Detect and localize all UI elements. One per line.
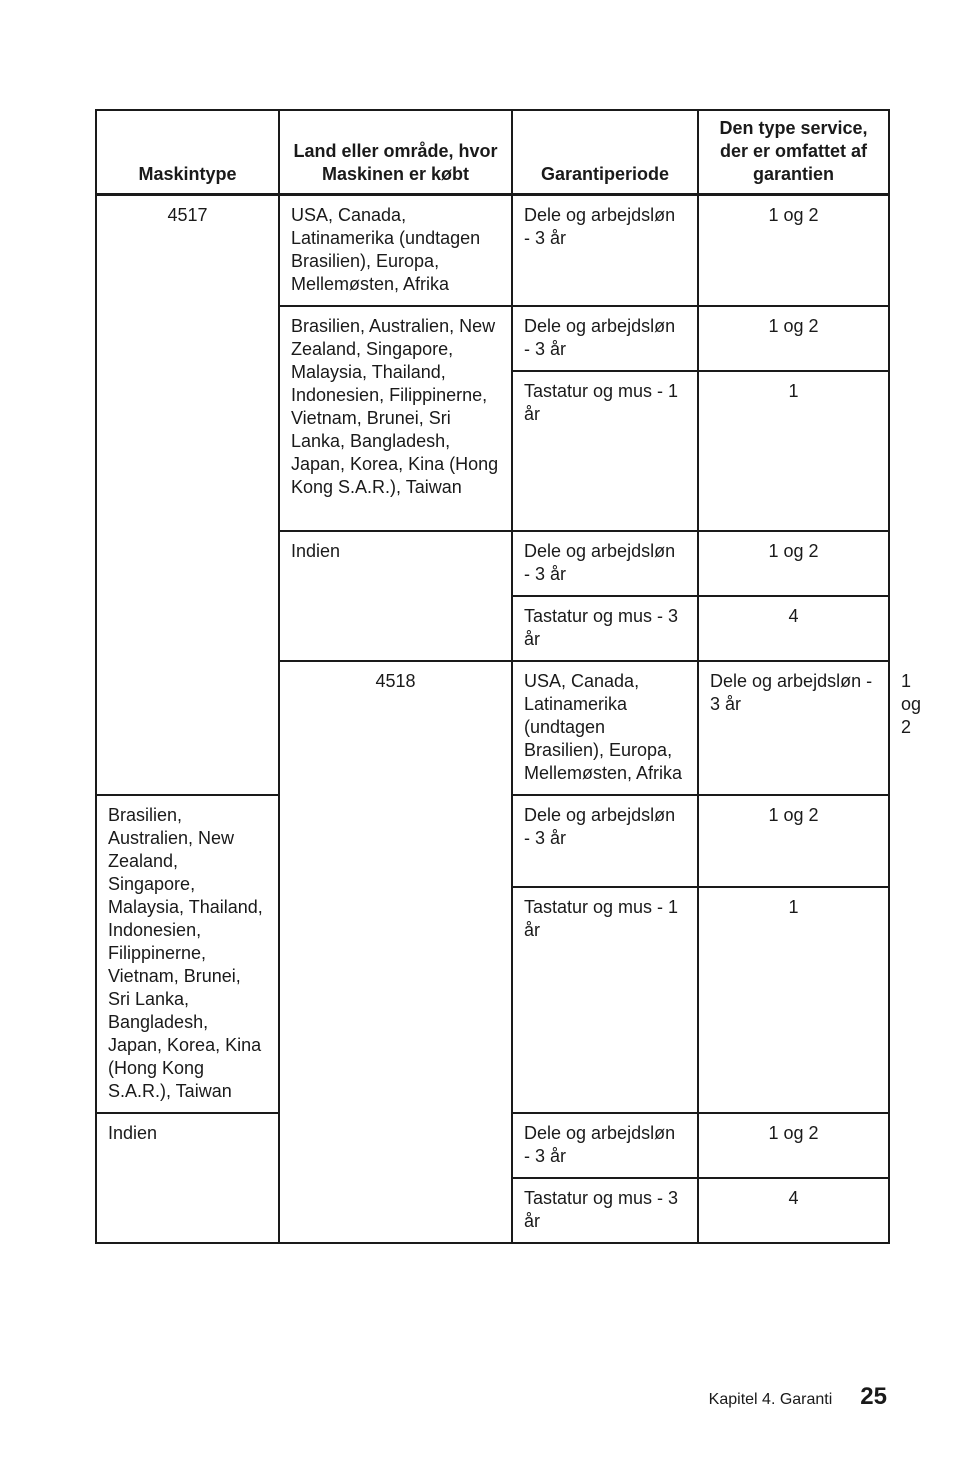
country-cell: USA, Canada, Latinamerika (undtagen Brasilien), Europa, Mellemøsten, Afrika xyxy=(279,195,512,307)
warranty-table xyxy=(95,109,922,1244)
period-cell: Dele og arbejdsløn - 3 år xyxy=(512,306,698,371)
table-row: 4518 USA, Canada, Latinamerika (undtagen Brasilien), Europa, Mellemøsten, Afrika Dele og arbejdsløn - 3 år 1 og 2 xyxy=(96,661,889,795)
country-cell: Indien xyxy=(96,1113,279,1243)
page-number: 25 xyxy=(860,1383,887,1410)
country-cell: Brasilien, Australien, New Zealand, Singapore, Malaysia, Thailand, Indonesien, Filippinerne, Vietnam, Brunei, Sri Lanka, Bangladesh, Japan, Korea, Kina (Hong Kong S.A.R.), Taiwan xyxy=(96,795,279,1113)
machine-type-cell: 4518 xyxy=(279,661,512,1243)
period-cell: Tastatur og mus - 1 år xyxy=(512,371,698,531)
service-cell: 4 xyxy=(698,1178,889,1243)
period-cell: Dele og arbejdsløn - 3 år xyxy=(698,661,889,795)
period-cell: Tastatur og mus - 1 år xyxy=(512,887,698,1113)
header-country: Land eller område, hvor Maskinen er købt xyxy=(279,110,512,195)
country-cell: Brasilien, Australien, New Zealand, Singapore, Malaysia, Thailand, Indonesien, Filippinerne, Vietnam, Brunei, Sri Lanka, Bangladesh, Japan, Korea, Kina (Hong Kong S.A.R.), Taiwan xyxy=(279,306,512,531)
header-service-type: Den type service, der er omfattet af garantien xyxy=(698,110,889,195)
page-footer xyxy=(709,1383,887,1411)
service-cell: 4 xyxy=(698,596,889,661)
service-cell: 1 og 2 xyxy=(698,795,889,887)
table-row xyxy=(96,195,889,307)
table-header-row xyxy=(96,110,889,195)
period-cell: Dele og arbejdsløn - 3 år xyxy=(512,195,698,307)
service-cell: 1 xyxy=(698,887,889,1113)
service-cell: 1 xyxy=(698,371,889,531)
period-cell: Tastatur og mus - 3 år xyxy=(512,1178,698,1243)
period-cell: Dele og arbejdsløn - 3 år xyxy=(512,795,698,887)
service-cell: 1 og 2 xyxy=(698,195,889,307)
header-warranty-period: Garantiperiode xyxy=(512,110,698,195)
period-cell: Tastatur og mus - 3 år xyxy=(512,596,698,661)
header-machine-type: Maskintype xyxy=(96,110,279,195)
country-cell: Indien xyxy=(279,531,512,661)
service-cell: 1 og 2 xyxy=(698,1113,889,1178)
country-cell: USA, Canada, Latinamerika (undtagen Brasilien), Europa, Mellemøsten, Afrika xyxy=(512,661,698,795)
service-cell: 1 og 2 xyxy=(698,306,889,371)
period-cell: Dele og arbejdsløn - 3 år xyxy=(512,531,698,596)
machine-type-cell: 4517 xyxy=(96,195,279,796)
service-cell: 1 og 2 xyxy=(698,531,889,596)
period-cell: Dele og arbejdsløn - 3 år xyxy=(512,1113,698,1178)
footer-chapter: Kapitel 4. Garanti xyxy=(708,1391,833,1408)
